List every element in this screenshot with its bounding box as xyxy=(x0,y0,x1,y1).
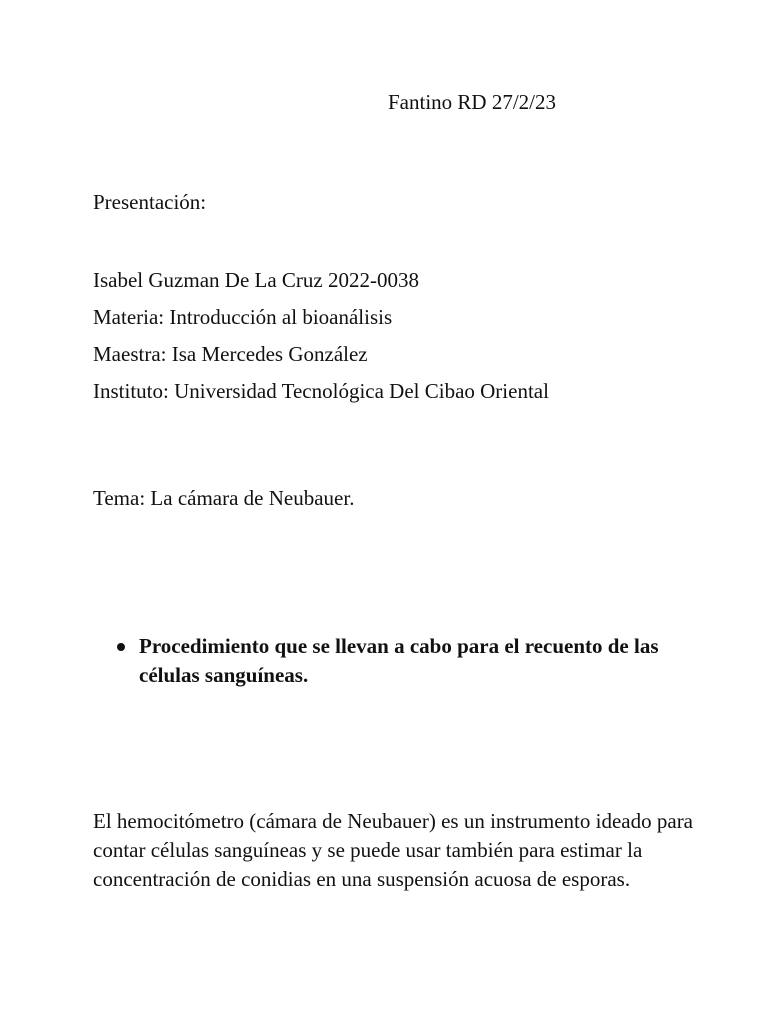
date-line: Fantino RD 27/2/23 xyxy=(388,90,557,114)
body-paragraph: El hemocitómetro (cámara de Neubauer) es un instrumento ideado para contar células sanguíneas y se puede usar también para estimar la concentración de conidias en una suspensión acuosa de esporas. xyxy=(93,809,694,891)
subject-line: Materia: Introducción al bioanálisis xyxy=(93,305,393,329)
presentation-info xyxy=(93,262,549,410)
student-name-line: Isabel Guzman De La Cruz 2022-0038 xyxy=(93,268,419,292)
bullet-text: Procedimiento que se llevan a cabo para el recuento de las células sanguíneas. xyxy=(139,634,659,687)
bullet-item xyxy=(112,632,672,690)
bullet-list xyxy=(112,632,672,690)
teacher-line: Maestra: Isa Mercedes González xyxy=(93,342,368,366)
topic-line: Tema: La cámara de Neubauer. xyxy=(93,486,355,510)
presentation-heading: Presentación: xyxy=(93,190,207,214)
institute-line: Instituto: Universidad Tecnológica Del Cibao Oriental xyxy=(93,379,549,403)
bullet-dot-icon xyxy=(117,643,125,651)
